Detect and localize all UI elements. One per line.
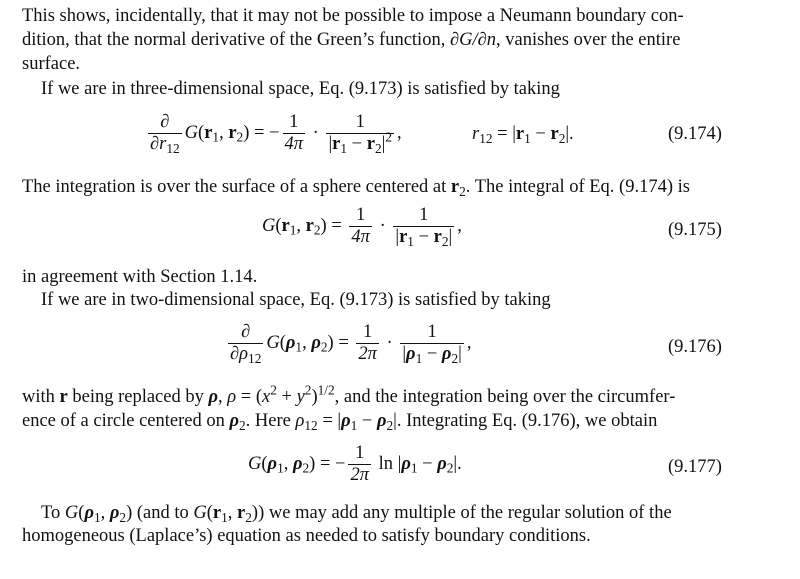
subscript: 2 (302, 460, 310, 476)
math-symbol: | (402, 344, 407, 364)
superscript: 2 (304, 382, 312, 398)
text-span: in agreement with Section 1.14. (22, 267, 258, 287)
math-symbol: ) (320, 216, 327, 236)
math-symbol: ρ (208, 387, 219, 407)
math-symbol: | (458, 344, 462, 364)
partial-derivative-fraction (148, 112, 182, 155)
text-span: )) we may add any multiple of the regular solution of the (251, 503, 672, 523)
math-symbol: | (448, 227, 453, 247)
text-line (22, 266, 257, 288)
subscript: 1 (340, 140, 348, 156)
text-span: homogeneous (Laplace’s) equation as needed to satisfy boundary conditions. (22, 526, 591, 546)
math-symbol: ( (261, 454, 268, 474)
text-span: ence of a circle centered on (22, 411, 230, 431)
math-symbol: ρ (109, 503, 120, 523)
math-symbol: ρ (311, 333, 321, 353)
math-symbol: , (296, 216, 306, 236)
math-symbol: ( (275, 216, 282, 236)
subscript: 2 (446, 460, 454, 476)
math-symbol: r (281, 216, 290, 236)
math-symbol: | (328, 134, 333, 154)
subscript: 1 (415, 350, 423, 366)
math-symbol: ) (309, 454, 316, 474)
math-symbol: − (347, 134, 367, 154)
text-span: surface. (22, 54, 81, 74)
math-symbol: ρ (437, 454, 447, 474)
fraction-numerator: 1 (393, 205, 454, 227)
subscript: 12 (166, 140, 180, 156)
fraction (400, 322, 464, 365)
text-line (41, 502, 672, 524)
math-symbol: ) (327, 333, 334, 353)
math-symbol: ρ (401, 454, 411, 474)
math-symbol: ( (279, 333, 286, 353)
text-span: The integration is over the surface of a sphere centered at (22, 177, 451, 197)
math-symbol: ( (78, 503, 85, 523)
math-symbol: |. (453, 454, 462, 474)
math-symbol: , (396, 123, 402, 143)
subscript: 2 (386, 417, 394, 433)
math-symbol: · (374, 216, 391, 236)
text-line (22, 382, 676, 408)
subscript: 2 (558, 130, 566, 146)
text-span: If we are in three-dimensional space, Eq. (9.173) is satisfied by taking (41, 79, 560, 99)
subscript: 1 (289, 222, 297, 238)
subscript: 1 (524, 130, 531, 146)
math-symbol: ρ (229, 411, 240, 431)
equation-9-174-side (472, 124, 574, 145)
math-symbol: ( (198, 123, 205, 143)
text-line (22, 5, 684, 27)
subscript: 2 (459, 183, 466, 199)
fraction (283, 112, 306, 155)
fraction-denominator: ∂ρ (230, 344, 249, 364)
text-span: ) (and to (126, 503, 194, 523)
subscript: 1 (350, 417, 358, 433)
math-symbol: | (395, 227, 400, 247)
math-symbol: ρ (295, 411, 305, 431)
subscript: 2 (320, 339, 328, 355)
partial-derivative-fraction (228, 322, 263, 365)
math-symbol: − (530, 124, 551, 144)
fraction-denominator: 2π (358, 344, 377, 364)
math-symbol: | (381, 134, 386, 154)
subscript: 12 (479, 130, 493, 146)
math-symbol: + (276, 387, 297, 407)
subscript: 1 (93, 509, 101, 525)
math-symbol: ρ (406, 344, 416, 364)
fraction-denominator: 4π (351, 227, 370, 247)
fraction-denominator: 4π (284, 134, 304, 154)
subscript: 2 (441, 233, 449, 249)
math-symbol: r (332, 134, 341, 154)
subscript: 2 (313, 222, 321, 238)
fraction (393, 205, 454, 248)
math-symbol: r (399, 227, 408, 247)
fraction (356, 322, 379, 365)
math-symbol: G (193, 503, 207, 523)
text-line (22, 525, 591, 547)
equation-number: (9.176) (668, 337, 722, 357)
math-symbol: = (333, 333, 354, 353)
text-span: with (22, 387, 60, 407)
math-symbol: = | (317, 411, 342, 431)
math-symbol: r (550, 124, 559, 144)
text-line (41, 78, 560, 100)
math-symbol: − (357, 411, 377, 431)
math-symbol: ln | (374, 454, 402, 474)
math-symbol: = ( (236, 387, 263, 407)
math-symbol: ) (311, 387, 318, 407)
fraction-numerator: 1 (400, 322, 464, 344)
math-symbol: = (326, 216, 347, 236)
math-symbol: ) (243, 123, 250, 143)
subscript: 12 (304, 417, 318, 433)
subscript: 12 (248, 350, 262, 366)
math-symbol: ρ (441, 344, 452, 364)
math-symbol: · (308, 123, 324, 143)
equation-9-176 (225, 322, 471, 365)
text-line (22, 410, 657, 432)
math-symbol: G (266, 333, 280, 353)
superscript: 1/2 (317, 382, 335, 398)
fraction-numerator: 1 (283, 112, 306, 134)
math-symbol: ρ (292, 454, 303, 474)
equation-number: (9.174) (668, 124, 722, 144)
subscript: 2 (119, 509, 127, 525)
equation-number: (9.175) (668, 220, 722, 240)
text-span: This shows, incidentally, that it may not be possible to impose a Neumann boundary con- (22, 6, 684, 26)
math-symbol: r (204, 123, 213, 143)
math-symbol: , (227, 503, 238, 523)
fraction-numerator: 1 (348, 443, 371, 465)
math-symbol: y (296, 387, 305, 407)
math-symbol: ρ (84, 503, 94, 523)
math-span: ∂G/∂n (449, 30, 496, 50)
math-symbol: G (262, 216, 276, 236)
fraction-denominator: 2π (350, 465, 369, 485)
subscript: 2 (374, 140, 382, 156)
text-span: being replaced by (67, 387, 209, 407)
subscript: 2 (239, 417, 246, 433)
math-symbol: r (212, 503, 222, 523)
math-symbol: ρ (267, 454, 278, 474)
subscript: 1 (221, 509, 228, 525)
subscript: 1 (277, 460, 284, 476)
text-line (22, 29, 680, 51)
math-symbol: − (422, 344, 442, 364)
text-line (22, 176, 690, 198)
text-span: To (41, 503, 65, 523)
equation-9-174 (145, 112, 402, 155)
subscript: 2 (451, 350, 459, 366)
math-symbol: , (219, 123, 229, 143)
math-symbol: , (100, 503, 110, 523)
math-symbol: ρ (376, 411, 387, 431)
math-symbol: , (283, 454, 293, 474)
math-symbol: = | (492, 124, 516, 144)
fraction-numerator: ∂ (148, 112, 182, 134)
fraction-numerator: ∂ (228, 322, 263, 344)
math-symbol: = − (315, 454, 346, 474)
math-symbol: G (248, 454, 262, 474)
math-symbol: G (64, 503, 79, 523)
fraction (348, 443, 371, 486)
math-symbol: , (466, 333, 472, 353)
math-symbol: r (433, 227, 442, 247)
fraction (349, 205, 372, 248)
text-span: , (218, 387, 228, 407)
fraction-denominator: ∂r (150, 134, 167, 154)
text-line (22, 53, 80, 75)
math-symbol: − (417, 454, 438, 474)
fraction-numerator: 1 (356, 322, 379, 344)
equation-number: (9.177) (668, 457, 722, 477)
math-symbol: ρ (227, 387, 237, 407)
subscript: 1 (212, 129, 220, 145)
math-symbol: ρ (341, 411, 351, 431)
text-span: . Here (245, 411, 296, 431)
math-symbol: ( (206, 503, 213, 523)
math-symbol: r (515, 124, 525, 144)
math-symbol: r (305, 216, 314, 236)
text-span: dition, that the normal derivative of the Green’s function, (22, 30, 450, 50)
math-symbol: |. (565, 124, 574, 144)
text-span: , vanishes over the entire (496, 30, 681, 50)
math-symbol: , (302, 333, 312, 353)
text-span: , and the integration being over the circumfer- (334, 387, 676, 407)
fraction-numerator: 1 (326, 112, 394, 134)
math-symbol: , (457, 216, 462, 236)
superscript: 2 (385, 129, 392, 145)
subscript: 1 (410, 460, 418, 476)
subscript: 2 (236, 129, 244, 145)
math-symbol: ρ (285, 333, 296, 353)
math-symbol: r (228, 123, 237, 143)
math-symbol: − (413, 227, 434, 247)
text-line (41, 289, 551, 311)
math-symbol: r (366, 134, 375, 154)
math-symbol: r (472, 124, 480, 144)
fraction (326, 112, 394, 155)
subscript: 2 (245, 509, 252, 525)
superscript: 2 (270, 382, 277, 398)
math-symbol: x (262, 387, 271, 407)
subscript: 1 (295, 339, 303, 355)
equation-9-177 (248, 443, 462, 486)
math-symbol: r (450, 177, 460, 197)
fraction-numerator: 1 (349, 205, 372, 227)
subscript: 1 (407, 233, 414, 249)
math-symbol: = − (249, 123, 280, 143)
text-span: |. Integrating Eq. (9.176), we obtain (393, 411, 658, 431)
math-symbol: G (184, 123, 199, 143)
text-span: . The integral of Eq. (9.174) is (465, 177, 690, 197)
text-span: If we are in two-dimensional space, Eq. (9.173) is satisfied by taking (41, 290, 551, 310)
equation-9-175 (262, 205, 462, 248)
math-symbol: r (59, 387, 68, 407)
math-symbol: r (237, 503, 246, 523)
math-symbol: · (381, 333, 398, 353)
